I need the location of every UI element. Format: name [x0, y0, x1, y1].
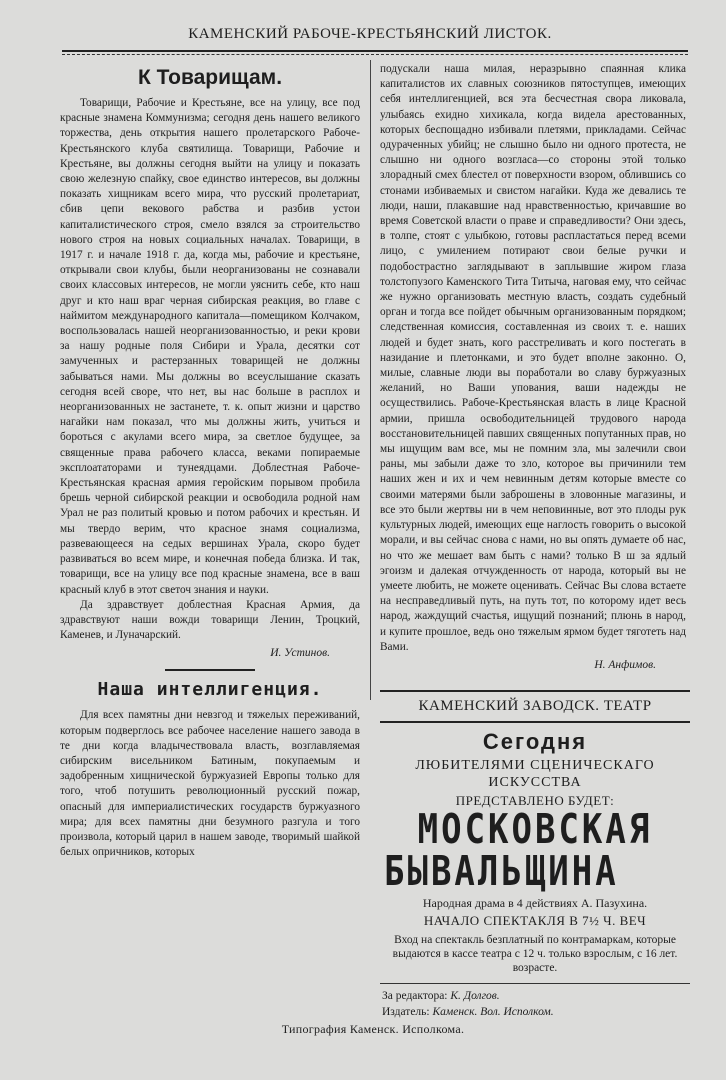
editor-label: За редактора:	[382, 990, 448, 1003]
theatre-presented: ПРЕДСТАВЛЕНО БУДЕТ:	[455, 793, 615, 808]
article-body-intelligentsia-continued: подускали наша милая, неразрывно спаянная клика капиталистов их славных союзников пятоступцев, имеющих себя интеллигенцией, вся эта бесчестная свора ликовала, улыбаясь ехидно хихикала, когда видела арестованных, которых беспощадно избивали плетями, прикладами. Сейчас одураченных убийц; не слышно было ни одного протеста, не слышно ни одного возгласа—со стороны этой только злорадный смех блестел от поверхности взором, облившись со стонами избиваемых и свистом нагайки. Куда же девались те люди, наши, плакавшие над нравственностью, кричавшие во время Советской власти о праве и справедливости? Они здесь, в толпе, стоят с улыбкою, готовы распластаться перед всеми лицо, с умилением потирают свои белые ручки и подобострастно заглядывают в заплывшие жиром глаза толстопузого Каменского Тита Титыча, наговая ему, что сейчас же нужно организовать местную власть, создать судебный орган и тогда все пойдет обычным организованным порядком; следственная комиссия, составленная из своих т. е. наших людей и будет знать, кого расстреливать и кого постегать в назидание и плетонками, и это будет вполне законно. О, милые, славные люди вы поработали во славу буржуазных желаний, но Ваши упования, ваши надежды не осуществились. Рабоче-Крестьянская власть в лице Красной армии, пришла освободительницей трудового народа восстановительницей павших священных попутанных прав, но мы ищущим вам все, мы не помним зла, мы залечили свои раны, мы забыли даже то зло, которое вы причинили тем наших жен и их и чем невинным детям которые вместе со своими матерями были заброшены в зловонные магазины, и все это были жертвы ни в чем неповинные, вот это плоды рук культурных людей, имеющих еще наглость говорить о высокой морали, и вы сейчас снова с нами, но вы опять думаете об нас, но что же мешает вам быть с нами? только В ш за ядлый эгоизм и далекая отчужденность от народа, который вы не умеете любить, не можете оценивать. Сейчас Вы слова встаете на несправедливый путь, на путь тот, по которому идет весь народ, жаждущий счастья, ищущий познаний; плюнь в народ, и купите прошлое, ведь оно тяжелым ярмом будет тяготеть над Вами.	[380, 63, 686, 653]
theatre-header: КАМЕНСКИЙ ЗАВОДСК. ТЕАТР	[418, 698, 652, 714]
play-entry-terms: Вход на спектакль безплатный по контрамаркам, которые выдаются в кассе театра с 12 ч. только взрослым, с 16 лет. возрасте.	[392, 934, 678, 975]
article-signature-anfimov: Н. Анфимов.	[594, 658, 656, 671]
article-body-comrades: Товарищи, Рабочие и Крестьяне, все на улицу, все под красные знамена Коммунизма; сегодня день нашего великого торжества, день открытия нашего пролетарского Рабоче-Крестьянского клуба святилища. Товарищи, Рабочие и Крестьяне, вы должны сегодня выйти на улицу и показать свою железную спайку, свое единство интересов, вы должны показать хищникам всего мира, что русский пролетариат, сбив цепи векового рабства и разбив устои капиталистического строя, смело взялся за строительство нового строя на новых социальных началах. Товарищи, в 1917 г. и начале 1918 г. да, когда мы, рабочие и крестьяне, открывали свои клубы, были неорганизованы не сознавали своих классовых интересов, не могли уяснить себе, кто наш друг и кто наш враг черная сибирская реакция, во главе с наймитом международного капитала—помещиком Колчаком, воспользовалась нашей неорганизованностью, и реки крови за нашу родные поля Сибири и Урала, десятки сот замученных и растерзанных товарищей не должны забываться нами. Мы должны во всеуслышание сказать сегодня всей своре, что нет, вы нас больше в расплох и неорганизованных не застанете, т. к. опыт жизни и царство нагайки нам показал, что мы должны жить, учиться и бороться с акулами всего мира, за светлое будущее, за священные права рабочего класса, веками попираемые эксплоататорами и тунеядцами. Доблестная Рабоче-Крестьянская красная армия геройским порывом пробила брешь черной сибирской реакции и освободила родной нам Урал не раз политый кровью и потом рабочих и крестьян. И мы твердо верим, что красное знамя социализма, развевающееся на седых вершинах Урала, скоро будет развиваться во всем мире, и конечная победа близка. И так, товарищи, все на улицу все под красные знамена, все в ваш красный клуб в этот светоч знания и науки.	[60, 97, 360, 596]
article-title-comrades: К Товарищам.	[137, 66, 283, 89]
masthead-title: КАМЕНСКИЙ РАБОЧЕ-КРЕСТЬЯНСКИЙ ЛИСТОК.	[188, 26, 552, 42]
play-description: Народная драма в 4 действиях А. Пазухина.	[422, 896, 648, 911]
theatre-rule-top	[380, 690, 690, 692]
article-signature-ustinov: И. Устинов.	[270, 647, 330, 660]
column-divider	[370, 60, 371, 700]
right-column	[380, 62, 686, 702]
play-start-time: НАЧАЛО СПЕКТАКЛЯ В 7½ Ч. ВЕЧ	[423, 913, 647, 929]
masthead-rule	[62, 50, 688, 55]
article-title-intelligentsia: Наша интеллигенция.	[97, 679, 323, 701]
article-body-intelligentsia: Для всех памятны дни невзгод и тяжелых переживаний, которым подверглось все рабочее население нашего завода в те дни когда владычествовала власть, возглавляемая сибирским висельником Батиным, покупаемым и задобренным хищнической буржуазией Европы только для того, чтоб потушить революционный русский пожар, опасный для империалистических государств буржуазного мира; для всех памятны дни безумного разгула и того произвола, который царил в нашем заводе, творимый шайкой белых опричников, которых	[60, 709, 360, 859]
editor-name: К. Долгов.	[450, 990, 500, 1003]
play-title-line2: БЫВАЛЬЩИНА	[384, 847, 619, 896]
article-divider	[165, 669, 255, 671]
editor-rule	[380, 983, 690, 984]
theatre-amateurs: ЛЮБИТЕЛЯМИ СЦЕНИЧЕСКАГО ИСКУССТВА	[415, 758, 655, 790]
left-column	[60, 62, 360, 1022]
theatre-rule-mid	[380, 721, 690, 723]
printer-footer: Типография Каменск. Исполкома.	[281, 1022, 465, 1036]
publisher-line	[382, 1004, 690, 1020]
editor-line	[382, 988, 690, 1004]
theatre-announcement	[380, 690, 690, 1019]
theatre-today: Сегодня	[482, 729, 588, 754]
publisher-name: Каменск. Вол. Исполком.	[432, 1006, 554, 1019]
play-title-line1: МОСКОВСКАЯ	[417, 805, 653, 854]
article-closing-comrades: Да здравствует доблестная Красная Армия, да здравствуют наши вожди товарищи Ленин, Троцкий, Каменев, и Луначарский.	[60, 598, 360, 642]
publisher-label: Издатель:	[382, 1006, 430, 1019]
